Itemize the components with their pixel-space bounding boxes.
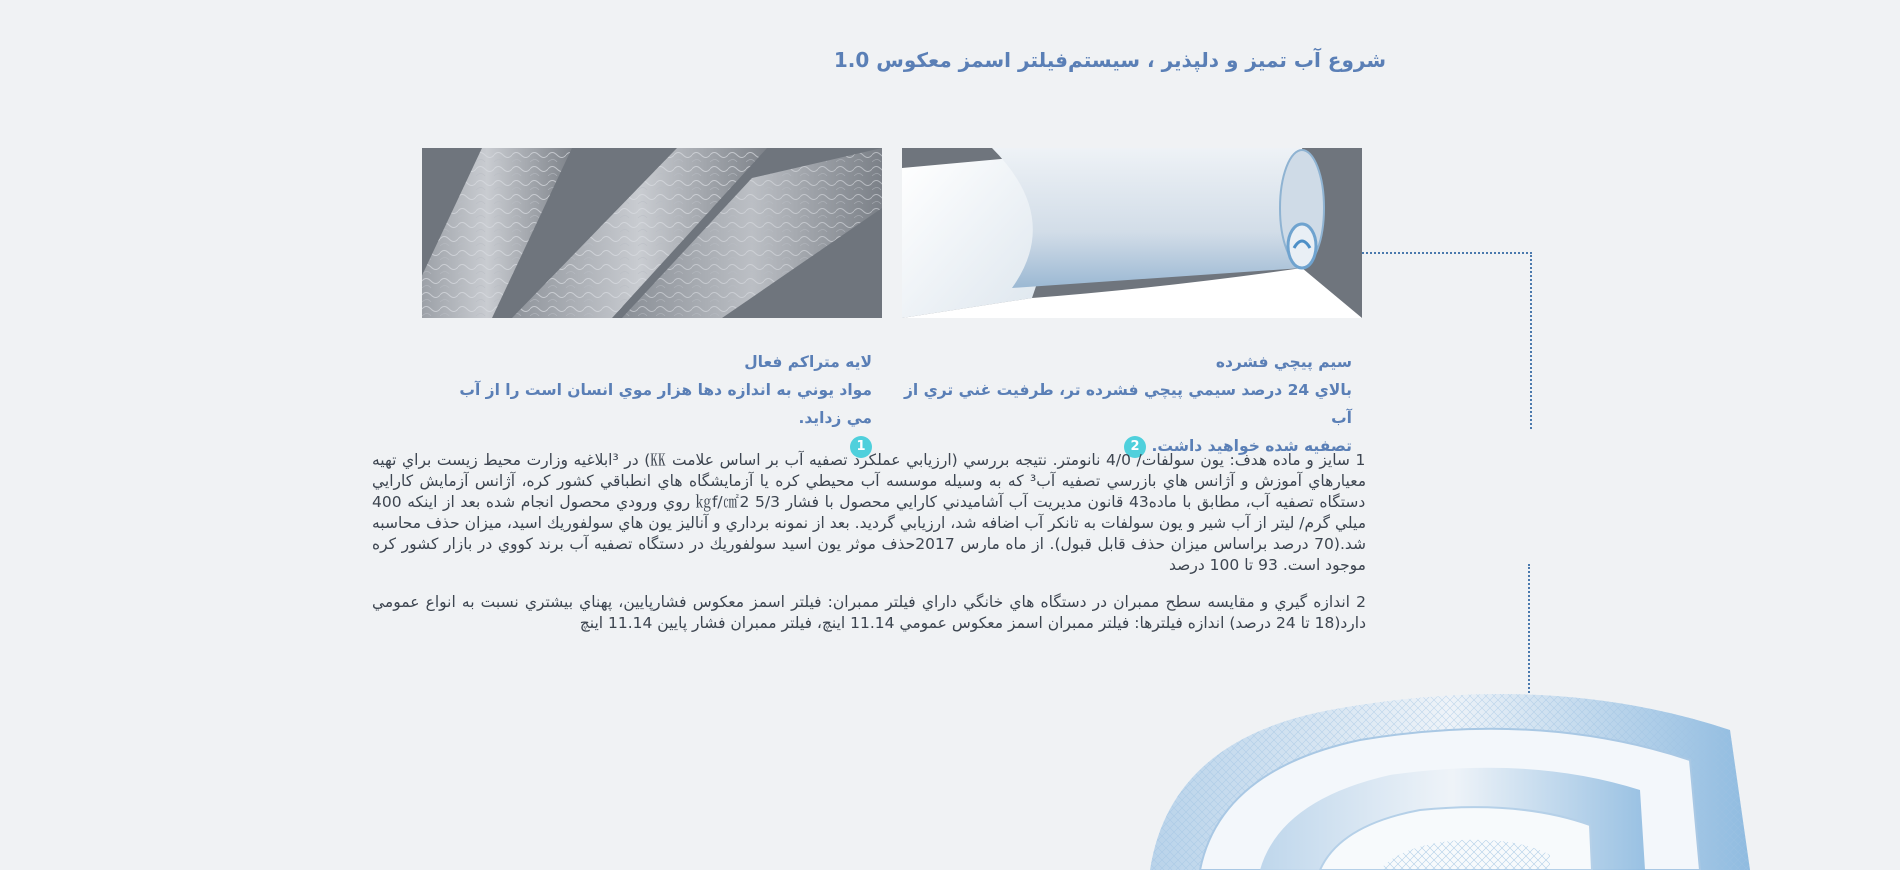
footnote: 2 اندازه گيري و مقايسه سطح ممبران در دستگاه هاي خانگي داراي فيلتر ممبران: فيلتر اسمز معكوس فشارپايين، پهناي بيشتري نسبت به انواع عمومي دارد(18 تا 24 درصد) اندازه فيلترها: فيلتر ممبران اسمز معكوس عمومي 11.14 اينچ، فيلتر ممبران فشار پايين 11.14 اينچ <box>372 593 1366 632</box>
feature-title: لايه متراكم فعال <box>744 353 872 371</box>
footnotes <box>372 450 1366 650</box>
feature-caption-compact-winding <box>902 348 1352 460</box>
connector-line <box>1362 252 1532 429</box>
feature-caption-active-layer <box>432 348 872 460</box>
feature-description: مواد يوني به اندازه دها هزار موي انسان است را از آب مي زدايد. <box>459 381 872 427</box>
feature-description: تصفيه شده خواهيد داشت. <box>1151 437 1352 455</box>
membrane-spiral-illustration <box>1130 660 1770 870</box>
fiber-micrograph-image <box>422 148 882 318</box>
feature-number-badge: 1 <box>850 436 872 458</box>
membrane-roll-image <box>902 148 1362 318</box>
footnote: 1 سايز و ماده هدف: يون سولفات/ 4/0 نانومتر. نتيجه بررسي (ارزيابي عملكرد تصفيه آب بر اساس علامت ㏍) در ³ابلاغيه وزارت محيط زيست براي تهيه معيارهاي آموزش و آژانس هاي بازرسي تصفيه آب³ كه به وسيله موسسه آب محيطي كره يا آزمايشگاه هاي انطباقي كشور كره، آژانس آزمايش كارايي دستگاه تصفيه آب، مطابق با ماده43 قانون مديريت آب آشاميدني كارايي محصول با فشار 5/3 ㎏f/㎠2 روي ورودي محصول انجام شده بعد از اينكه 400 ميلي گرم/ ليتر از آب شير و يون سولفات به تانكر آب اضافه شد، ارزيابي گرديد. بعد از نمونه برداري و آناليز يون هاي سولفوريك اسيد، ميزان حذف محاسبه شد.(70 درصد براساس ميزان حذف قابل قبول). از ماه مارس 2017حذف موثر يون اسيد سولفوريك در دستگاه تصفيه آب برند كووي در بازار كشور كره موجود است. 93 تا 100 درصد <box>372 451 1366 574</box>
feature-number-badge: 2 <box>1124 436 1146 458</box>
feature-title: سيم پيچي فشرده <box>1215 353 1352 371</box>
page-title: شروع آب تميز و دلپذير ، سيستم‌فيلتر اسمز معكوس 1.0 <box>833 48 1386 72</box>
feature-description: بالاي 24 درصد سيمي پيچي فشرده تر، طرفيت غني تري از آب <box>903 381 1352 427</box>
